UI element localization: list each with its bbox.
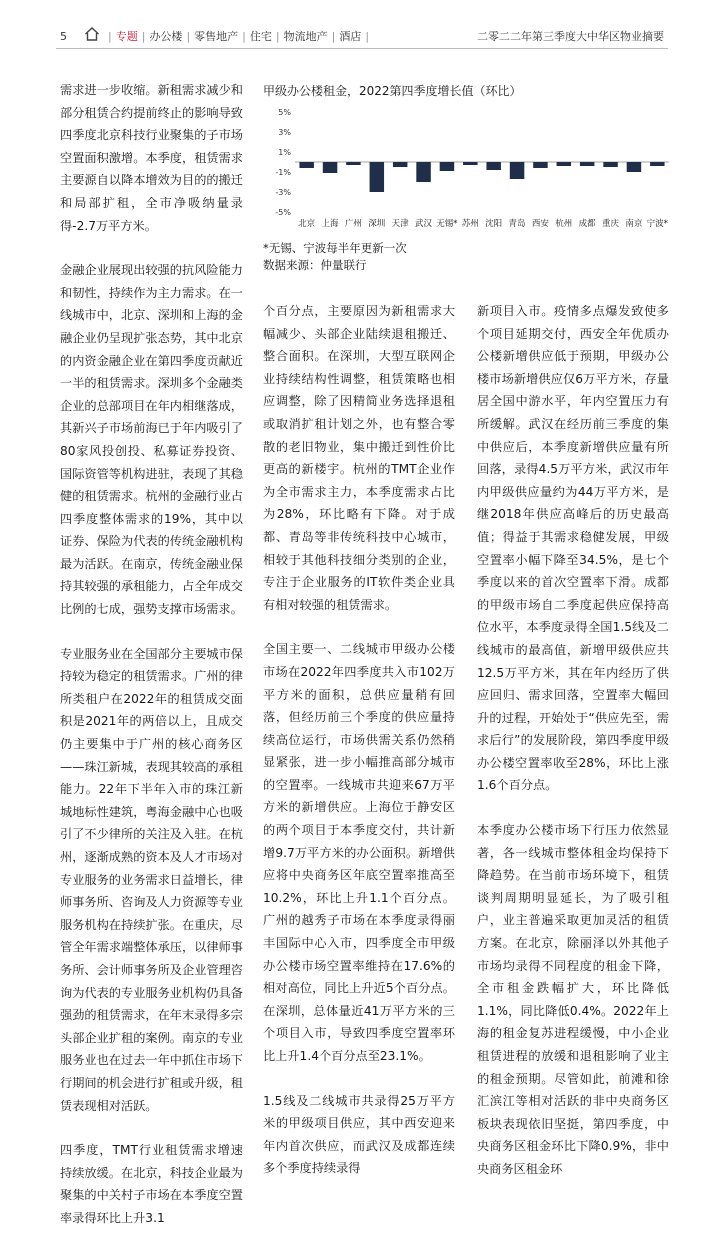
y-tick-label: 5%: [278, 108, 291, 117]
y-tick-label: -5%: [275, 208, 291, 217]
nav-item-topic[interactable]: 专题: [115, 30, 138, 43]
bar: [370, 162, 384, 192]
chart-footnote: *无锡、宁波每半年更新一次: [263, 241, 407, 255]
chart-title: 甲级办公楼租金，2022第四季度增长值（环比）: [263, 84, 522, 98]
bar: [323, 162, 337, 173]
nav-item-residential[interactable]: 住宅: [249, 30, 272, 43]
bar: [346, 162, 360, 165]
bar: [533, 162, 547, 168]
bar: [416, 162, 430, 182]
x-tick-label: 苏州: [461, 219, 479, 229]
chart-source: 数据来源：仲量联行: [263, 258, 367, 272]
paragraph: 个百分点，主要原因为新租需求大幅减少、头部企业陆续退租搬迁、整合面积。在深圳，大型互联网企业持续结构性调整，租赁策略也相应调整，除了因精简业务选择退租或取消扩租计划之外，也有整合零散的老旧物业，集中搬迁到性价比更高的新楼宇。杭州的TMT企业作为全市需求主力，本季度需求占比为28%，环比略有下降。对于成都、青岛等非传统科技中心城市，相较于其他科技细分类别的企业，专注于企业服务的IT软件类企业具有相对较强的租赁需求。: [263, 304, 455, 612]
paragraph: 新项目入市。疫情多点爆发致使多个项目延期交付，西安全年优质办公楼新增供应低于预期，甲级办公楼市场新增供应仅6万平方米，存量居全国中游水平，年内空置压力有所缓解。武汉在经历前三季度的集中供应后，本季度新增供应量有所回落，录得4.5万平方米，武汉市年内甲级供应量约为44万平方米，是继2018年供应高峰后的历史最高值；得益于其需求稳健发展，甲级空置率小幅下降至34.5%，是七个季度以来的首次空置率下滑。成都的甲级市场自二季度起供应保持高位水平，本季度录得全国1.5线及二线城市的最高值，新增甲级供应共12.5万平方米，其在年内经历了供应回归、需求回落，空置率大幅回升的过程，开始处于“供应先至，需求后行”的发展阶段，第四季度甲级办公楼空置率收至28%，环比上涨1.6个百分点。: [477, 304, 669, 793]
home-icon[interactable]: [84, 26, 100, 42]
bar: [557, 162, 571, 166]
nav-item-hotel[interactable]: 酒店: [339, 30, 362, 43]
document-title: 二零二二年第三季度大中华区物业摘要: [477, 30, 664, 43]
bar: [650, 162, 664, 166]
section-nav: | 专题 | 办公楼 | 零售地产 | 住宅 | 物流地产 | 酒店 |: [108, 30, 370, 43]
y-tick-label: -1%: [275, 168, 291, 177]
nav-item-office[interactable]: 办公楼: [149, 30, 183, 43]
text-column-3: [477, 300, 669, 1203]
chart-notes: [263, 240, 407, 274]
bar: [603, 162, 617, 167]
bar: [580, 162, 594, 166]
x-tick-label: 宁波*: [646, 219, 668, 229]
x-tick-label: 沈阳: [485, 219, 503, 229]
paragraph: 金融企业展现出较强的抗风险能力和韧性，持续作为主力需求。在一线城市中，北京、深圳和上海的金融企业仍呈现扩张态势，其中北京的内资金融企业在第四季度贡献近一半的租赁需求。深圳多个金融类企业的总部项目在年内相继落成，其新兴子市场前海已于年内吸引了80家风投创投、私募证券投资、国际资管等机构进驻，表现了其稳健的租赁需求。杭州的金融行业占四季度整体需求的19%，其中以证券、保险为代表的传统金融机构最为活跃。在南京，传统金融业保持其较强的承租能力，占全年成交比例的七成，强势支撑市场需求。: [60, 263, 243, 617]
x-tick-label: 天津: [391, 219, 409, 229]
page-number: 5: [60, 30, 67, 43]
text-column-2: [263, 300, 455, 1202]
x-tick-label: 无锡*: [436, 219, 458, 229]
paragraph: 1.5线及二线城市共录得25万平方米的甲级项目供应，其中西安迎来年内首次供应，而武汉及成都连续多个季度持续录得: [263, 1093, 455, 1176]
x-tick-label: 深圳: [368, 219, 386, 229]
x-tick-label: 武汉: [415, 219, 433, 229]
x-tick-label: 北京: [298, 219, 316, 229]
nav-item-retail[interactable]: 零售地产: [194, 30, 239, 43]
x-tick-label: 广州: [344, 219, 362, 229]
bar: [463, 162, 477, 165]
x-tick-label: 上海: [321, 219, 339, 229]
page-header: [0, 0, 724, 52]
x-tick-label: 青岛: [508, 219, 526, 229]
text-column-1: [60, 79, 243, 1252]
rent-growth-bar-chart: [263, 104, 675, 232]
bar: [393, 162, 407, 167]
x-tick-label: 西安: [531, 219, 549, 229]
nav-item-logistics[interactable]: 物流地产: [283, 30, 328, 43]
x-tick-label: 杭州: [555, 219, 573, 229]
paragraph: 本季度办公楼市场下行压力依然显著，各一线城市整体租金均保持下降趋势。在当前市场环境下，租赁谈判周期明显延长，为了吸引租户，业主普遍采取更加灵活的租赁方案。在北京，除丽泽以外其他子市场均录得不同程度的租金下降，全市租金跌幅扩大，环比降低1.1%，同比降低0.4%。2022年上海的租金复苏进程缓慢，中小企业租赁进程的放缓和退租影响了业主的租金预期。尽管如此，前滩和徐汇滨江等相对活跃的非中央商务区板块表现依旧坚挺，第四季度，中央商务区租金环比下降0.9%，非中央商务区租金环: [477, 823, 669, 1176]
x-tick-label: 重庆: [602, 219, 620, 229]
y-tick-label: -3%: [275, 188, 291, 197]
x-tick-label: 南京: [625, 219, 643, 229]
bar: [486, 162, 500, 170]
bar: [510, 162, 524, 179]
bar: [627, 162, 641, 172]
bar: [299, 162, 313, 168]
paragraph: 四季度，TMT行业租赁需求增速持续放缓。在北京，科技企业最为聚集的中关村子市场在本季度空置率录得环比上升3.1: [60, 1143, 243, 1225]
bar: [440, 162, 454, 171]
header-divider: [56, 48, 668, 49]
x-tick-label: 成都: [578, 219, 596, 229]
paragraph: 专业服务业在全国部分主要城市保持较为稳定的租赁需求。广州的律所类租户在2022年的租赁成交面积是2021年的两倍以上，且成交仍主要集中于广州的核心商务区——珠江新城，表现其较高的承租能力。22年下半年入市的珠江新城地标性建筑，粤海金融中心也吸引了不少律所的关注及入驻。在杭州，逐渐成熟的资本及人才市场对专业服务的业务需求日益增长，律师事务所、咨询及人力资源等专业服务机构在持续扩张。在重庆，尽管全年需求端整体承压，以律师事务所、会计师事务所及企业管理咨询为代表的专业服务业机构仍具备强劲的租赁需求，在年末录得多宗头部企业扩租的案例。南京的专业服务业也在过去一年中抓住市场下行期间的机会进行扩租或升级，租赁表现相对活跃。: [60, 646, 243, 1113]
y-tick-label: 1%: [278, 148, 291, 157]
paragraph: 需求进一步收缩。新租需求减少和部分租赁合约提前终止的影响导致四季度北京科技行业聚集的子市场空置面积激增。本季度，租赁需求主要源自以降本增效为目的的搬迁和局部扩租，全市净吸纳量录得-2.7万平方米。: [60, 83, 243, 233]
paragraph: 全国主要一、二线城市甲级办公楼市场在2022年四季度共入市102万平方米的面积，总供应量稍有回落，但经历前三个季度的供应量持续高位运行，市场供需关系仍然稍显紧张，进一步小幅推高部分城市的空置率。一线城市共迎来67万平方米的新增供应。上海位于静安区的两个项目于本季度交付，共计新增9.7万平方米的办公面积。新增供应将中央商务区年底空置率推高至10.2%，环比上升1.1个百分点。广州的越秀子市场在本季度录得丽丰国际中心入市，四季度全市甲级办公楼市场空置率维持在17.6%的相对高位，同比上升近5个百分点。在深圳，总体量近41万平方米的三个项目入市，导致四季度空置率环比上升1.4个百分点至23.1%。: [263, 642, 455, 1063]
y-tick-label: 3%: [278, 128, 291, 137]
